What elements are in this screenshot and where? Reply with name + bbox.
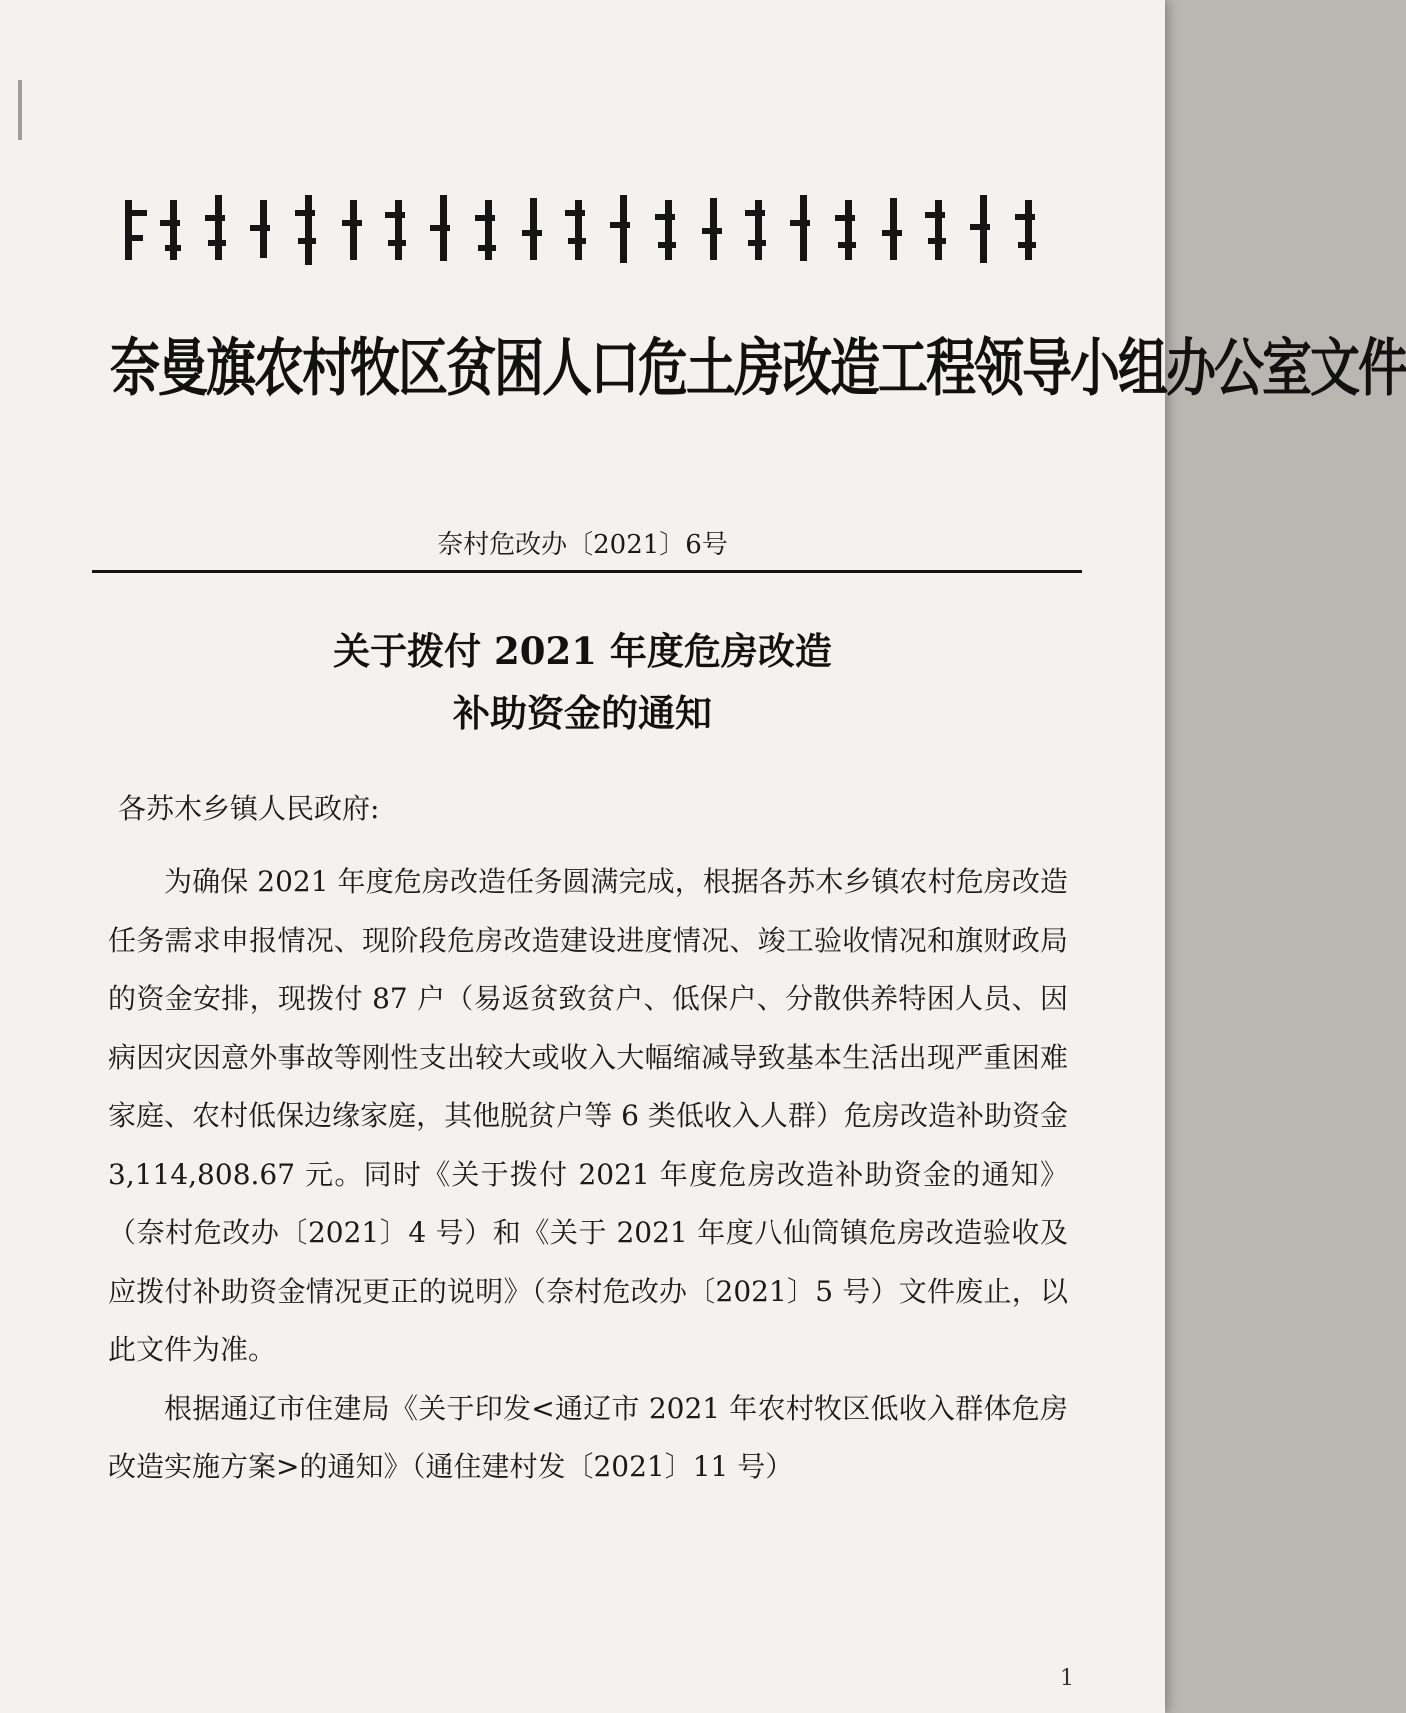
paragraph: 为确保 2021 年度危房改造任务圆满完成，根据各苏木乡镇农村危房改造任务需求申报情况、现阶段危房改造建设进度情况、竣工验收情况和旗财政局的资金安排，现拨付 87 户（易返贫致贫户、低保户、分散供养特困人员、因病因灾因意外事故等刚性支出较大或收入大幅缩减导致基本生活出现严重困难家庭、农村低保边缘家庭，其他脱贫户等 6 类低收入人群）危房改造补助资金 3,114,808.67 元。同时《关于拨付 2021 年度危房改造补助资金的通知》（奈村危改办〔2021〕4 号）和《关于 2021 年度八仙筒镇危房改造验收及应拨付补助资金情况更正的说明》（奈村危改办〔2021〕5 号）文件废止，以此文件为准。 <box>108 865 1068 1366</box>
header-divider <box>92 570 1082 573</box>
binding-mark <box>18 80 22 140</box>
notice-title <box>0 620 1165 744</box>
salutation: 各苏木乡镇人民政府: <box>118 792 380 825</box>
notice-title-line-1: 关于拨付 2021 年度危房改造 <box>333 629 832 673</box>
document-number: 奈村危改办〔2021〕6号 <box>437 530 728 560</box>
office-title: 奈曼旗农村牧区贫困人口危土房改造工程领导小组办公室文件 <box>110 331 1406 405</box>
notice-title-line-2: 补助资金的通知 <box>453 691 712 735</box>
mongolian-script-header <box>120 190 1050 280</box>
paragraph: 根据通辽市住建局《关于印发<通辽市 2021 年农村牧区低收入群体危房改造实施方案>的通知》（通住建村发〔2021〕11 号） <box>108 1391 1068 1483</box>
body-text <box>108 853 1068 1497</box>
page-number: 1 <box>1060 1666 1074 1691</box>
